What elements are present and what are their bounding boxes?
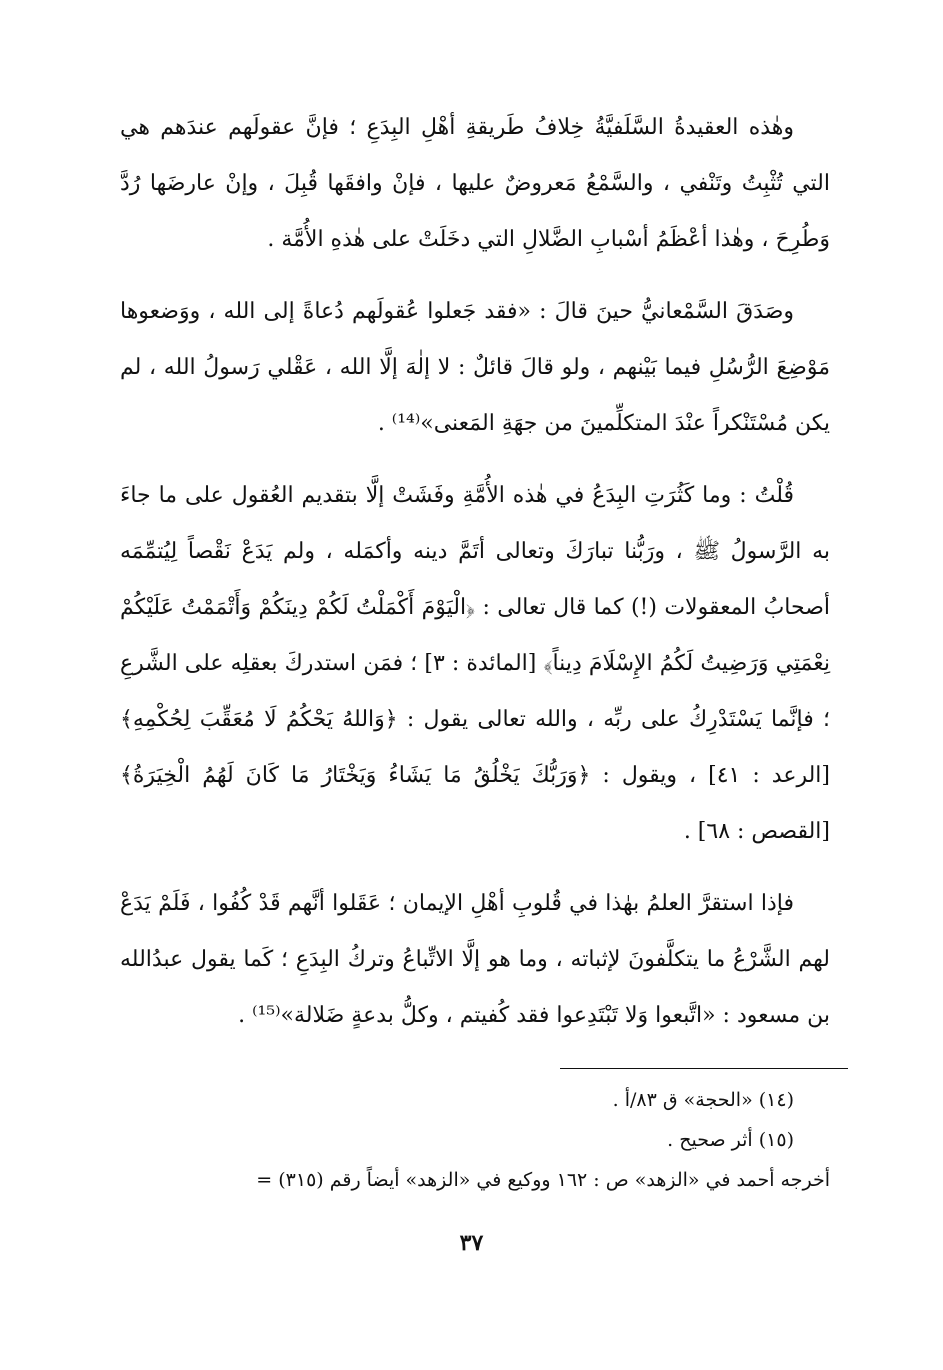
footnote-divider [560, 1068, 848, 1069]
footnote-15: (١٥) أثر صحيح . [667, 1129, 794, 1151]
footnote-15-continuation: أخرجه أحمد في «الزهد» ص : ١٦٢ ووكيع في «الزهد» أيضاً رقم (٣١٥) = [256, 1169, 830, 1191]
footnote-14: (١٤) «الحجة» ق ٨٣/أ . [612, 1089, 794, 1111]
main-text [120, 100, 830, 1060]
page-number: ٣٧ [459, 1230, 484, 1256]
paragraph-1: وهٰذه العقيدةُ السَّلَفيَّةُ خِلافُ طَريقةِ أهْلِ البِدَعِ ؛ فإنَّ عقولَهم عندَهم هي التي تُثْبِتُ وتَنْفي ، والسَّمْعُ مَعروضٌ عليها ، فإنْ وافقَها قُبِلَ ، وإنْ عارضَها رُدَّ وَطُرِحَ ، وهٰذا أعْظَمُ أسْبابِ الضَّلالِ التي دخَلَتْ على هٰذهِ الأُمَّة . [120, 115, 830, 252]
paragraph-2: وصَدَقَ السَّمْعانيُّ حينَ قالَ : «فقد جَعلوا عُقولَهم دُعاةً إلى الله ، ووَضعوها مَوْضِعَ الرُّسُلِ فيما بَيْنهم ، ولو قالَ قائلٌ : لا إلٰهَ إلَّا الله ، عَقْلي رَسولُ الله ، لم يكن مُسْتَنْكراً عنْدَ المتكلِّمينَ من جهَةِ المَعنى»⁽¹⁴⁾ . [120, 299, 830, 436]
paragraph-3: قُلْتُ : وما كَثُرَتِ البِدَعُ في هٰذه الأُمَّةِ وفَشَتْ إلَّا بتقديم العُقول على ما جاءَ به الرَّسولُ ﷺ ، ورَبُّنا تبارَكَ وتعالى أتَمَّ دينه وأكمَله ، ولم يَدَعْ نَقْصاً لِيُتمِّمَه أصحابُ المعقولات (!) كما قال تعالى : ﴿الْيَوْمَ أَكْمَلْتُ لَكُمْ دِينَكُمْ وَأَتْمَمْتُ عَلَيْكُمْ نِعْمَتِي وَرَضِيتُ لَكُمُ الإِسْلَامَ دِيناً﴾ [المائدة : ٣] ؛ فمَن استدركَ بعقلِه على الشَّرعِ ؛ فإنَّما يَسْتَدْرِكُ على ربِّه ، والله تعالى يقول : ﴿وَاللهُ يَحْكُمُ لَا مُعَقِّبَ لِحُكْمِهِ﴾ [الرعد : ٤١] ، ويقول : ﴿وَرَبُّكَ يَخْلُقُ مَا يَشَاءُ وَيَخْتَارُ مَا كَانَ لَهُمُ الْخِيَرَةُ﴾ [القصص : ٦٨] . [120, 483, 831, 844]
paragraph-4: فإذا استقرَّ العلمُ بهٰذا في قُلوبِ أهْلِ الإيمان ؛ عَقَلوا أنَّهم قَدْ كُفُوا ، فَلَمْ يَدَعْ لهم الشَّرْعُ ما يتكلَّفونَ لإثباته ، وما هو إلَّا الاتِّباعُ وتركُ البِدَعِ ؛ كَما يقول عبدُالله بن مسعود : «اتَّبعوا وَلا تَبْتَدِعوا فقد كُفيتم ، وكلُّ بدعةٍ ضَلالة»⁽¹⁵⁾ . [120, 891, 830, 1028]
footnotes [120, 1080, 830, 1200]
